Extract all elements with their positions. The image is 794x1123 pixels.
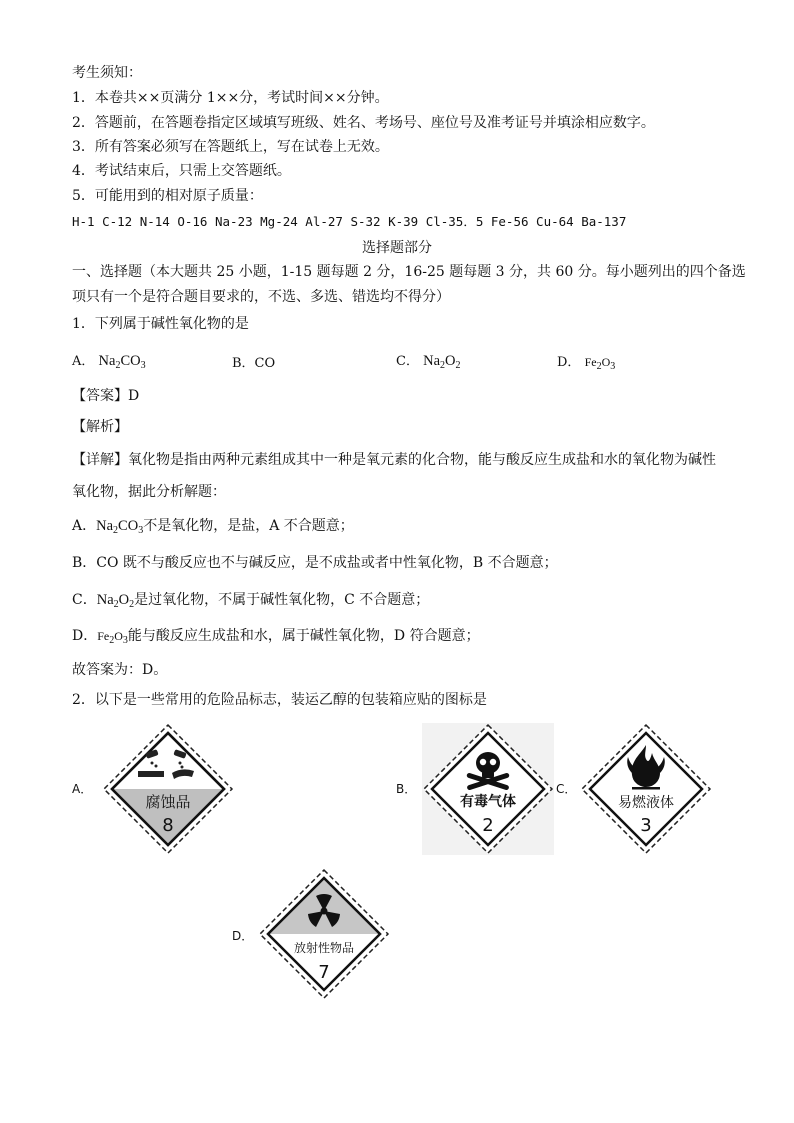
notice-item-5: 5．可能用到的相对原子质量： bbox=[72, 188, 263, 204]
q1-option-a: A． $Na_2CO_3$ bbox=[72, 353, 146, 371]
formula-fe2o3: $Fe_2O_3$ bbox=[584, 355, 616, 372]
notice-item-3: 3．所有答案必须写在答题纸上，写在试卷上无效。 bbox=[72, 139, 389, 155]
q1-detail-line1: 【详解】氧化物是指由两种元素组成其中一种是氧元素的化合物，能与酸反应生成盐和水的氧化物为碱性 bbox=[72, 452, 716, 468]
flammable-liquid-class-number: 3 bbox=[640, 815, 652, 836]
question-1-stem: 1．下列属于碱性氧化物的是 bbox=[72, 316, 249, 332]
corrosive-sign bbox=[102, 723, 234, 855]
q1-analysis-tag: 【解析】 bbox=[72, 419, 128, 435]
notice-title: 考生须知： bbox=[72, 65, 142, 81]
q1-explain-a: A．$Na_2CO_3$不是氧化物，是盐，A 不合题意； bbox=[72, 518, 354, 536]
q1-answer: 【答案】D bbox=[72, 388, 140, 404]
notice-item-1: 1．本卷共××页满分 1××分，考试时间××分钟。 bbox=[72, 90, 389, 106]
corrosive-sign-text: 腐蚀品 bbox=[145, 793, 191, 811]
q1-explain-d: D．$Fe_2O_3$能与酸反应生成盐和水，属于碱性氧化物，D 符合题意； bbox=[72, 628, 480, 646]
toxic-gas-sign bbox=[422, 723, 554, 855]
atomic-masses: H-1 C-12 N-14 O-16 Na-23 Mg-24 Al-27 S-32 K-39 Cl-35．5 Fe-56 Cu-64 Ba-137 bbox=[72, 214, 627, 229]
q2-label-b: B． bbox=[396, 782, 417, 796]
part1-instructions-line1: 一、选择题（本大题共 25 小题，1-15 题每题 2 分，16-25 题每题 3 分，共 60 分。每小题列出的四个备选 bbox=[72, 264, 746, 280]
radioactive-sign-text: 放射性物品 bbox=[293, 941, 355, 955]
section-title: 选择题部分 bbox=[362, 240, 432, 256]
q1-detail-line2: 氧化物，据此分析解题： bbox=[72, 484, 226, 500]
formula-na2o2: $Na_2O_2$ bbox=[423, 353, 461, 371]
formula-na2co3: $Na_2CO_3$ bbox=[98, 353, 146, 371]
notice-item-2: 2．答题前，在答题卷指定区域填写班级、姓名、考场号、座位号及准考证号并填涂相应数字。 bbox=[72, 115, 655, 131]
part1-instructions-line2: 项只有一个是符合题目要求的，不选、多选、错选均不得分） bbox=[72, 289, 450, 305]
corrosive-class-number: 8 bbox=[162, 815, 174, 836]
q1-explain-b: B．CO 既不与酸反应也不与碱反应，是不成盐或者中性氧化物，B 不合题意； bbox=[72, 555, 558, 571]
radioactive-sign bbox=[258, 868, 390, 1000]
question-2-stem: 2．以下是一些常用的危险品标志，装运乙醇的包装箱应贴的图标是 bbox=[72, 692, 487, 708]
flammable-liquid-sign bbox=[580, 723, 712, 855]
toxic-gas-sign-text: 有毒气体 bbox=[460, 794, 516, 810]
radioactive-class-number: 7 bbox=[318, 962, 330, 983]
q1-option-b: B．CO bbox=[232, 356, 276, 371]
q1-conclusion: 故答案为：D。 bbox=[72, 662, 168, 678]
toxic-gas-class-number: 2 bbox=[482, 815, 494, 836]
q2-label-a: A． bbox=[72, 782, 93, 796]
q1-explain-c: C．$Na_2O_2$是过氧化物，不属于碱性氧化物，C 不合题意； bbox=[72, 592, 430, 610]
q2-label-d: D． bbox=[232, 929, 254, 943]
q1-option-d: D． $Fe_2O_3$ bbox=[557, 355, 616, 372]
flammable-liquid-sign-text: 易燃液体 bbox=[618, 795, 674, 811]
q2-label-c: C． bbox=[556, 782, 577, 796]
notice-item-4: 4．考试结束后，只需上交答题纸。 bbox=[72, 163, 291, 179]
q1-option-c: C． $Na_2O_2$ bbox=[396, 353, 461, 371]
